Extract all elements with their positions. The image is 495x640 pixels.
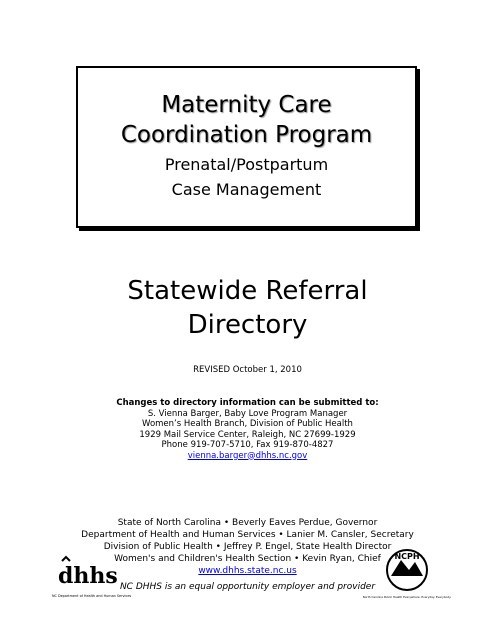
contact-heading: Changes to directory information can be submitted to: — [116, 398, 379, 408]
directory-title-line2: Directory — [187, 310, 308, 340]
dhhs-roof-icon — [62, 557, 70, 561]
cover-title-box — [76, 66, 417, 228]
contact-block — [0, 398, 495, 461]
dhhs-logo — [52, 553, 132, 601]
dhhs-logo-text: dhhs — [58, 563, 118, 589]
ncph-logo — [362, 546, 452, 602]
eeo-statement: NC DHHS is an equal opportunity employer and provider — [119, 582, 376, 592]
website-link[interactable]: www.dhhs.state.nc.us — [198, 566, 297, 576]
contact-line: Phone 919-707-5710, Fax 919-870-4827 — [161, 440, 334, 450]
program-title-line2: Coordination Program — [120, 122, 373, 148]
footer-line: Department of Health and Human Services • Lanier M. Cansler, Secretary — [81, 530, 414, 540]
dhhs-logo-caption: NC Department of Health and Human Services — [52, 594, 132, 598]
directory-title-line1: Statewide Referral — [127, 276, 368, 306]
contact-email-link[interactable]: vienna.barger@dhhs.nc.gov — [187, 450, 308, 461]
contact-line: Women’s Health Branch, Division of Public Health — [142, 419, 353, 429]
contact-line: S. Vienna Barger, Baby Love Program Manager — [147, 408, 348, 419]
footer-line: Women's and Children's Health Section • Kevin Ryan, Chief — [114, 554, 381, 564]
program-subtitle-line2: Case Management — [171, 180, 322, 199]
footer-line: State of North Carolina • Beverly Eaves Perdue, Governor — [117, 518, 378, 528]
ncph-logo-caption: North Carolina Public Health Everywhere. Everyday. Everybody. — [362, 595, 452, 599]
footer-line: Division of Public Health • Jeffrey P. Engel, State Health Director — [103, 542, 392, 552]
program-title-line1: Maternity Care — [161, 92, 332, 118]
contact-line: 1929 Mail Service Center, Raleigh, NC 27699-1929 — [139, 429, 356, 440]
ncph-logo-text: NCPH — [394, 552, 420, 561]
program-subtitle-line1: Prenatal/Postpartum — [164, 155, 329, 174]
revised-date: REVISED October 1, 2010 — [193, 365, 302, 375]
